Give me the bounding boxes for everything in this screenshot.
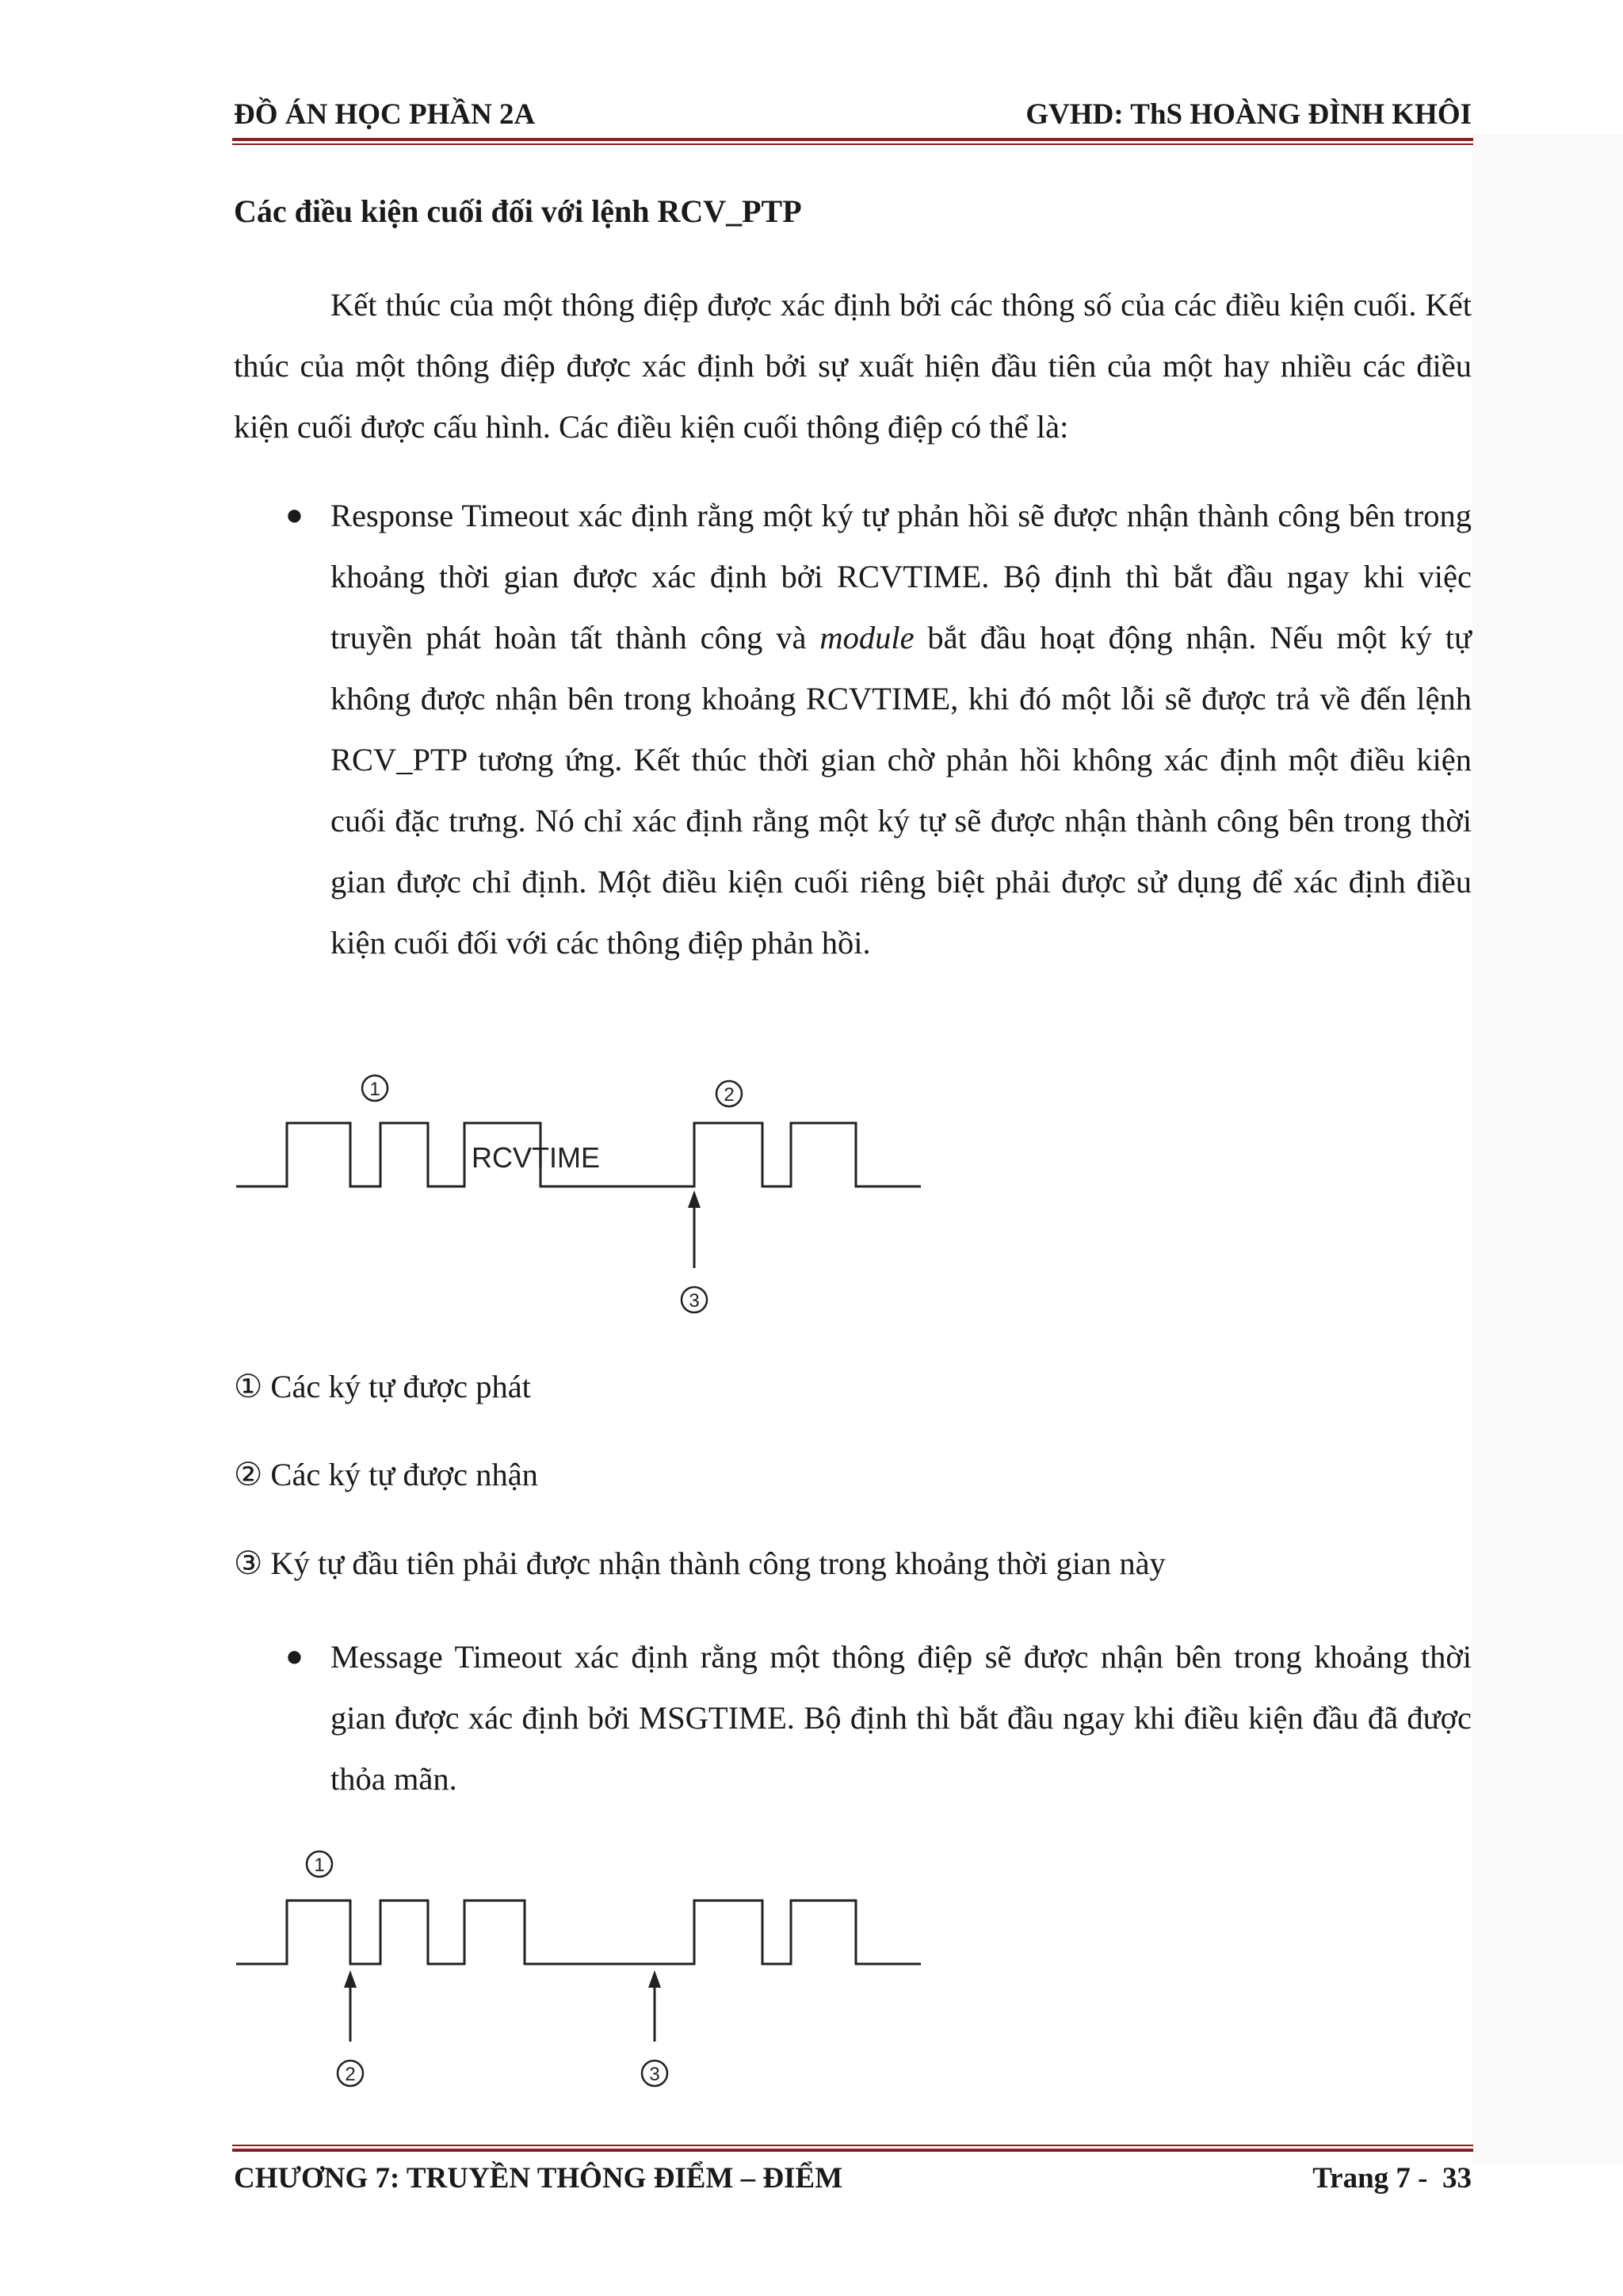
arrow-head: [344, 1970, 357, 1988]
marker-1-label: 1: [314, 1855, 325, 1876]
bullet-marker: ●: [285, 1640, 304, 1673]
header-rule-thin: [232, 143, 1473, 145]
bullet1-italic-term: module: [819, 620, 915, 655]
footer-rule-thick: [232, 2149, 1473, 2152]
marker-1-label: 1: [369, 1079, 380, 1100]
marker-2-label: 2: [345, 2064, 356, 2085]
footer-page-number: Trang 7 - 33: [1312, 2162, 1472, 2195]
bullet1-text-b: bắt đầu hoạt động nhận. Nếu một ký tự không được nhận bên trong khoảng RCVTIME, khi đó một lỗi sẽ được trả về đến lệnh RCV_PTP tương ứng. Kết thúc thời gian chờ phản hồi không xác định một điều kiện cuối đặc trưng. Nó chỉ xác định rằng một ký tự sẽ được nhận thành công bên trong thời gian được chỉ định. Một điều kiện cuối riêng biệt phải được sử dụng để xác định điều kiện cuối đối với các thông điệp phản hồi.: [330, 620, 1472, 961]
bullet-marker: ●: [285, 499, 304, 532]
header-rule-thick: [232, 138, 1473, 141]
page-header: [234, 97, 1472, 133]
legend-item-3: ③ Ký tự đầu tiên phải được nhận thành công trong khoảng thời gian này: [234, 1545, 1166, 1581]
legend-item-1: ① Các ký tự được phát: [234, 1369, 531, 1404]
footer-chapter-title: CHƯƠNG 7: TRUYỀN THÔNG ĐIỂM – ĐIỂM: [234, 2162, 843, 2195]
header-course-title: ĐỒ ÁN HỌC PHẦN 2A: [234, 98, 536, 131]
rcvtime-timing-diagram: [230, 1062, 943, 1324]
page-margin-shade: [1472, 135, 1623, 2164]
intro-paragraph: Kết thúc của một thông điệp được xác định bởi các thông số của các điều kiện cuối. Kết thúc của một thông điệp được xác định bởi sự xuất hiện đầu tiên của một hay nhiều các điều kiện cuối được cấu hình. Các điều kiện cuối thông điệp có thể là:: [234, 287, 1472, 445]
rcvtime-label: RCVTIME: [472, 1141, 600, 1174]
footer-rule-thin: [232, 2145, 1473, 2146]
bullet-response-timeout: [330, 485, 1472, 973]
legend-item-2: ② Các ký tự được nhận: [234, 1457, 538, 1492]
arrow-head: [688, 1190, 701, 1208]
marker-2-label: 2: [724, 1084, 735, 1106]
page-footer: [234, 2160, 1472, 2197]
bullet-message-timeout: Message Timeout xác định rằng một thông điệp sẽ được nhận bên trong khoảng thời gian được xác định bởi MSGTIME. Bộ định thì bắt đầu ngay khi điều kiện đầu đã được thỏa mãn.: [330, 1639, 1472, 1797]
msgtime-timing-diagram: [230, 1837, 943, 2099]
section-heading: Các điều kiện cuối đối với lệnh RCV_PTP: [234, 193, 802, 229]
signal-waveform: [236, 1901, 921, 1964]
header-instructor: GVHD: ThS HOÀNG ĐÌNH KHÔI: [1025, 98, 1472, 131]
arrow-head: [648, 1970, 661, 1988]
marker-3-label: 3: [689, 1290, 700, 1312]
marker-3-label: 3: [649, 2064, 660, 2085]
bullet1-text-a: Response Timeout xác định rằng một ký tự phản hồi sẽ được nhận thành công bên trong khoảng thời gian được xác định bởi RCVTIME. Bộ định thì bắt đầu ngay khi việc truyền phát hoàn tất thành công và: [330, 498, 1472, 655]
